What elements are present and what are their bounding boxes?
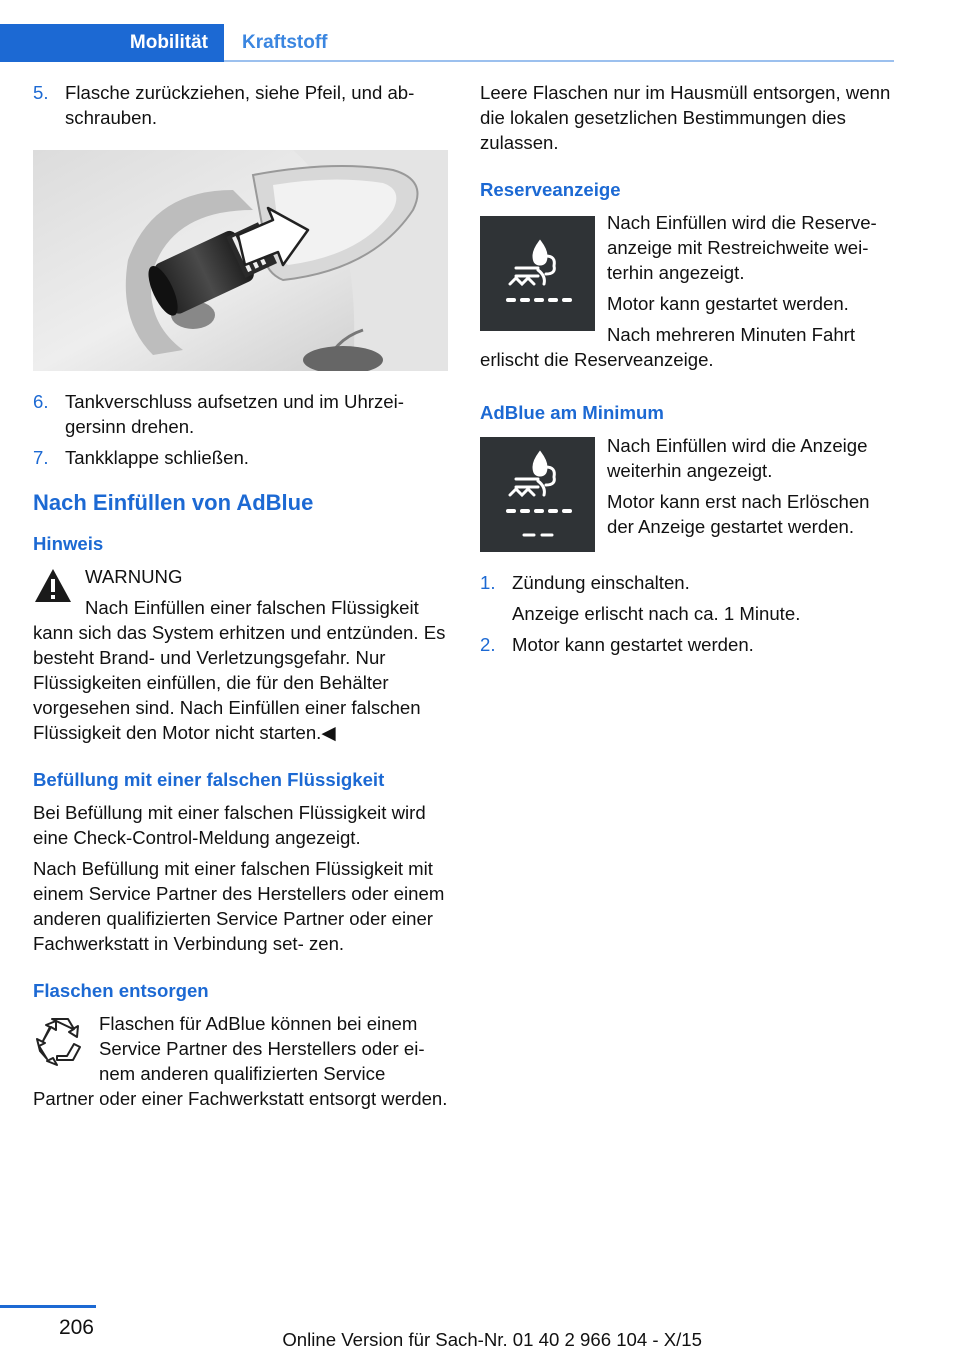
adblue-bottle-photo — [33, 150, 448, 371]
reserve-paragraph-2: Motor kann gestartet werden. — [607, 293, 849, 314]
heading-minimum: AdBlue am Minimum — [480, 402, 664, 423]
warning-block — [33, 564, 448, 745]
reserve-paragraph-3: Nach mehreren Minuten Fahrt erlischt die Reserveanzeige. — [480, 324, 856, 370]
step-number: 5. — [33, 82, 49, 103]
heading-note: Hinweis — [33, 533, 104, 554]
step-number: 1. — [480, 572, 496, 593]
step-text: Tankverschluss aufsetzen und im Uhrzei‐ gersinn drehen. — [65, 391, 404, 437]
tab-mobilitaet[interactable]: Mobilität — [0, 24, 224, 62]
warning-title: WARNUNG — [85, 566, 183, 587]
left-column — [33, 80, 448, 1117]
minimum-paragraph-1: Nach Einfüllen wird die Anzeige weiterhin angezeigt. — [607, 435, 868, 481]
wrong-fluid-paragraph-1: Bei Befüllung mit einer falschen Flüssigkeit wird eine Check-Control-Meldung angezeigt. — [33, 802, 426, 848]
dispose-block — [33, 1011, 448, 1111]
reserve-block — [480, 210, 895, 372]
step-text: Tankklappe schließen. — [65, 447, 249, 468]
step-number: 7. — [33, 447, 49, 468]
step-2 — [480, 632, 895, 657]
wrong-fluid-paragraph-2: Nach Befüllung mit einer falschen Flüssigkeit mit einem Service Partner des Herstellers oder einem anderen qualifizierten Service Partner oder einer Fachwerkstatt in Verbindung set‐ zen. — [33, 858, 445, 954]
warning-text: Nach Einfüllen einer falschen Flüssigkeit kann sich das System erhitzen und entzünden. Es besteht Brand- und Verletzungsgefahr. Nur Flüssigkeiten einfüllen, die für den Behälter vorgesehen sind. Nach Einfüllen einer falschen Flüssigkeit den Motor nicht starten.◀ — [33, 597, 446, 743]
step-text: Flasche zurückziehen, siehe Pfeil, und ab‐ schrauben. — [65, 82, 415, 128]
minimum-paragraph-2: Motor kann erst nach Erlöschen der Anzeige gestartet werden. — [607, 491, 870, 537]
reserve-paragraph-1: Nach Einfüllen wird die Reserve‐ anzeige mit Restreichweite wei‐ terhin angezeigt. — [607, 212, 877, 283]
header-bar — [0, 0, 960, 64]
step-text: Motor kann gestartet werden. — [512, 634, 754, 655]
step-5 — [33, 80, 448, 130]
step-text: Zündung einschalten. — [512, 572, 690, 593]
page-number: 206 — [58, 1316, 94, 1339]
step-6 — [33, 389, 448, 439]
online-version-text: Online Version für Sach-Nr. 01 40 2 966 104 - X/15 — [282, 1329, 702, 1350]
step-number: 6. — [33, 391, 49, 412]
step-1-sub: Anzeige erlischt nach ca. 1 Minute. — [512, 603, 801, 624]
step-1 — [480, 570, 895, 595]
heading-dispose: Flaschen entsorgen — [33, 980, 209, 1001]
tab-kraftstoff[interactable]: Kraftstoff — [242, 32, 328, 53]
minimum-block — [480, 433, 895, 539]
step-7 — [33, 445, 448, 470]
heading-reserve: Reserveanzeige — [480, 179, 621, 200]
recycling-icon — [33, 1013, 87, 1067]
adblue-minimum-icon — [480, 437, 595, 552]
warning-triangle-icon — [33, 566, 73, 606]
header-rule — [224, 60, 894, 62]
footer-rule — [0, 1305, 96, 1308]
adblue-reserve-icon — [480, 216, 595, 331]
dispose-text: Flaschen für AdBlue können bei einem Service Partner des Herstellers oder ei‐ nem anderen qualifizierten Service Partner oder einer Fachwerkstatt entsorgt werden. — [33, 1013, 448, 1109]
heading-after-fill: Nach Einfüllen von AdBlue — [33, 490, 314, 515]
right-column — [480, 80, 895, 663]
dispose-paragraph-2: Leere Flaschen nur im Hausmüll entsorgen, wenn die lokalen gesetzlichen Bestimmungen dies zulassen. — [480, 82, 891, 153]
heading-wrong-fluid: Befüllung mit einer falschen Flüssigkeit — [33, 769, 385, 790]
step-number: 2. — [480, 634, 496, 655]
